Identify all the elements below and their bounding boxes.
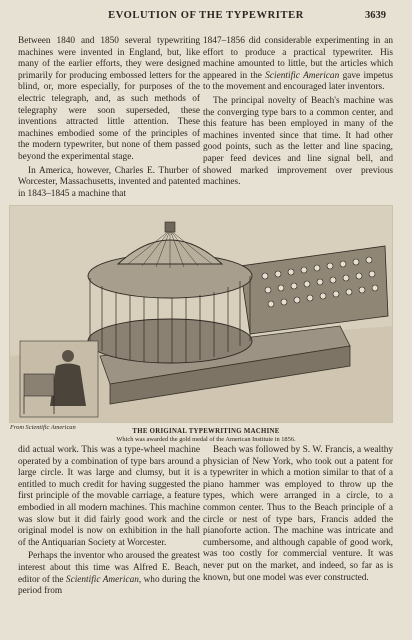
figure-caption-title: THE ORIGINAL TYPEWRITING MACHINE — [132, 428, 280, 435]
publication-title: Scientific American — [265, 70, 340, 81]
figure-caption-subtitle: Which was awarded the gold medal of the American Institute in 1856. — [116, 436, 296, 443]
paragraph: Beach was followed by S. W. Francis, a wealthy physician of New York, who took out a patent for a typewriter in which a motion similar to that of a piano hammer was employed to throw up the types, which were arranged in a circle, to a common center. Thus to the Beach principle of a circle or nest of type bars, Francis added the pianoforte action. The machine was intricate and cumbersome, and although capable of good work, was too costly for commercial venture. It was never put on the market, and indeed, so far as is known, but one model was ever constructed. — [203, 445, 393, 583]
paragraph: The principal novelty of Beach's machine was the converging type bars to a common center, and this feature has been employed in many of the machines invented since that time. It had other good points, such as the letter and line spacing, paper feed devices and line signal bell, and showed marked improvement over previous machines. — [203, 95, 393, 188]
text-column-bottom-left — [18, 445, 200, 600]
paragraph: did actual work. This was a type-wheel machine operated by a combination of type bars around a large circle. It was large and clumsy, but it is entitled to much credit for having suggested the first principle of the movable carriage, a feature embodied in all modern machines. This machine was slow but it did fairly good work and the original model is now on exhibition in the hall of the Antiquarian Society at Worcester. — [18, 445, 200, 548]
running-header — [0, 10, 412, 26]
engraving-illustration — [10, 206, 392, 422]
publication-title: Scientific American — [65, 574, 139, 585]
paragraph: In America, however, Charles E. Thurber of Worcester, Massachusetts, invented and patented in 1843–1845 a machine that — [18, 165, 200, 199]
text-column-top-left — [18, 36, 200, 202]
page-number: 3639 — [365, 10, 386, 21]
paragraph: Between 1840 and 1850 several typewriting machines were invented in England, but, like many of the earlier efforts, they were designed primarily for producing embossed letters for the blind, or, more especially, for purposes of the electric telegraph, and, as such methods of telegraphy were soon superseded, these inventions attracted little attention. These machines embodied some of the principles of the modern typewriter, but none of them passed beyond the experimental stage. — [18, 36, 200, 162]
paragraph: Perhaps the inventor who aroused the greatest interest about this time was Alfred E. Beach, editor of the Scientific American, who during the period from — [18, 551, 200, 597]
page-title: EVOLUTION OF THE TYPEWRITER — [108, 10, 304, 21]
paragraph: 1847–1856 did considerable experimenting in an effort to produce a practical typewriter. His machine amounted to little, but the articles which appeared in the Scientific American gave impetus to the movement and encouraged later inventors. — [203, 36, 393, 93]
text-column-bottom-right — [203, 445, 393, 586]
typewriter-engraving — [9, 205, 393, 423]
figure-credit: From Scientific American — [10, 424, 76, 431]
text-column-top-right — [203, 36, 393, 191]
